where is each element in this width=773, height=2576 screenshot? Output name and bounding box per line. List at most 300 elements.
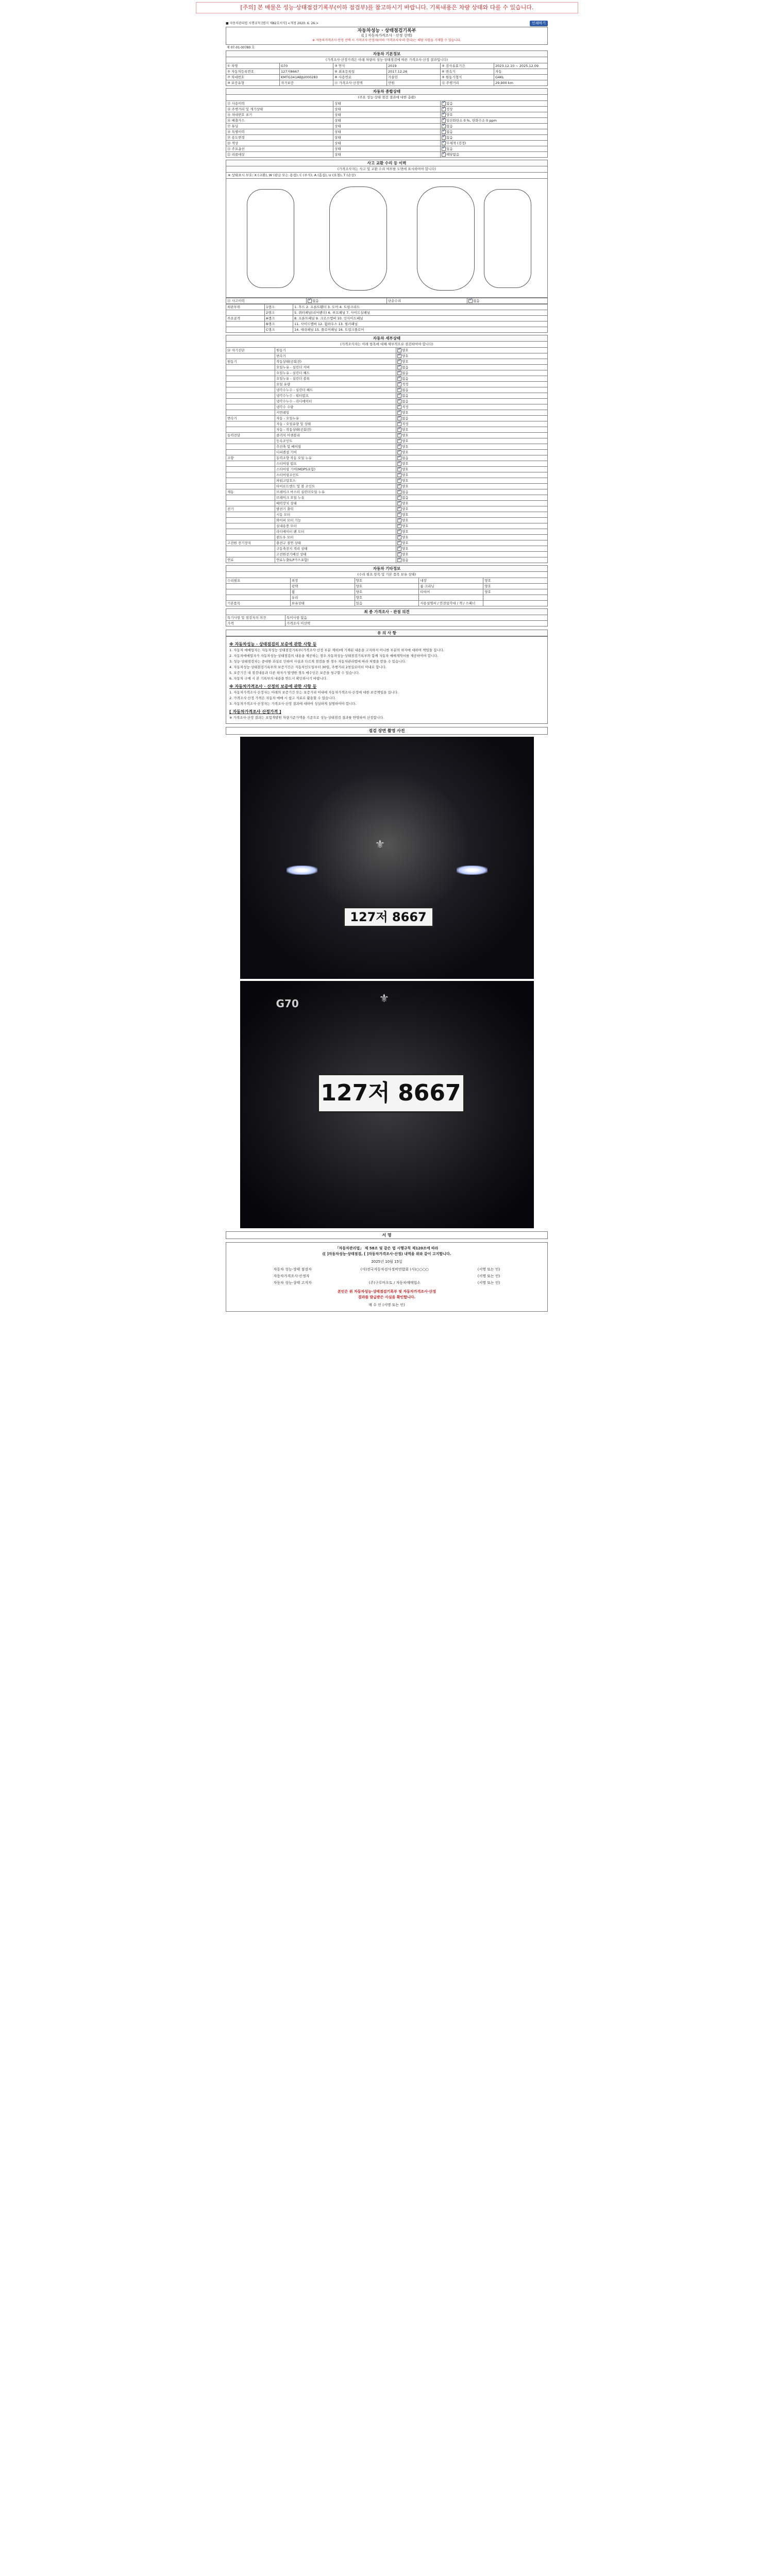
main-subtitle: ([ ] 자동차가격조사 · 산정 선택) — [361, 33, 412, 38]
status-value: 없음 — [402, 370, 409, 375]
table-cell: 브레이크 오일 누유 — [275, 495, 396, 501]
checkbox-checked — [442, 101, 446, 106]
table-cell: 자가보증 — [280, 80, 333, 86]
table-row — [226, 365, 548, 370]
table-cell: 14. 대쉬패널 15. 플로어패널 16. 트렁크플로어 — [293, 327, 548, 333]
table-cell: 2023.12.10 ~ 2025.12.09 — [494, 63, 548, 69]
table-row — [226, 118, 548, 124]
checkbox-checked — [397, 467, 401, 471]
table-cell — [226, 353, 275, 359]
table-cell: 배력장치 상태 — [275, 501, 396, 506]
table-cell: 자동 - 작동상태(공회전) — [275, 427, 396, 433]
license-plate: 127저 8667 — [317, 1074, 465, 1113]
table-cell: 휠 — [290, 589, 355, 595]
table-cell — [226, 387, 275, 393]
table-cell: 오일누유 - 실린더 커버 — [275, 365, 396, 370]
table-cell — [396, 393, 548, 399]
checkbox-checked — [397, 479, 401, 483]
table-cell — [396, 518, 548, 523]
status-value: 없음 — [402, 455, 409, 460]
signature-row — [274, 1267, 500, 1273]
etc-info-subheading: (수리 필요 항목 및 기본 품목 보유 상태) — [226, 571, 548, 578]
table-cell — [441, 141, 548, 146]
table-row — [226, 404, 548, 410]
table-row — [226, 107, 548, 112]
table-cell: 양호 — [355, 595, 419, 601]
table-cell — [226, 327, 265, 333]
table-cell — [396, 467, 548, 472]
document-number: 제 07-01-00780 호 — [227, 46, 255, 49]
table-cell: 라디에이터 팬 모터 — [275, 529, 396, 535]
table-cell: 만원 — [387, 80, 441, 86]
checkbox-checked — [397, 428, 401, 432]
table-row — [226, 141, 548, 146]
table-row — [226, 589, 548, 595]
table-cell: 파워고압호스 — [275, 478, 396, 484]
table-cell: 타이어 — [419, 589, 483, 595]
table-cell — [396, 535, 548, 540]
status-value: 적정 — [402, 382, 409, 386]
table-cell — [226, 438, 275, 444]
status-value: 없음 — [446, 124, 453, 128]
table-cell: 조향 — [226, 455, 275, 461]
table-cell: 커먼레일 — [275, 410, 396, 416]
table-cell: 상태 — [333, 129, 441, 135]
table-row — [226, 546, 548, 552]
table-row — [226, 535, 548, 540]
checkbox-checked — [397, 507, 401, 511]
notice-paragraph: 5. 보증기간 내 점검내용과 다른 하자가 발생한 경우 매수인은 보증을 청구할 수 있습니다. — [229, 671, 360, 675]
checkbox-checked — [397, 445, 401, 449]
notice-heading-2: ※ 자동차가격조사 · 산정의 보증에 관한 사항 등 — [229, 684, 317, 689]
table-cell: 2017.12.26 — [387, 69, 441, 75]
table-row — [226, 495, 548, 501]
table-cell: ④ 최초등록일 — [333, 69, 387, 75]
checkbox-checked — [397, 547, 401, 551]
table-cell — [226, 365, 275, 370]
table-cell — [226, 370, 275, 376]
table-cell: 클러치 어셈블리 — [275, 433, 396, 438]
table-cell — [396, 410, 548, 416]
table-cell: ⑰ 튜닝 — [226, 124, 333, 129]
checkbox-checked — [397, 496, 401, 500]
status-value: 양호 — [402, 410, 409, 415]
table-cell — [396, 489, 548, 495]
table-row — [226, 146, 548, 152]
checkbox-checked — [397, 377, 401, 381]
table-cell: ⑭ 주행거리 및 계기상태 — [226, 107, 333, 112]
detail-subheading: (가격조사자는 아래 항목에 대해 세부적으로 점검하여야 합니다) — [226, 341, 548, 347]
table-cell: 1. 후드 2. 프론트휀더 3. 도어 4. 트렁크리드 — [293, 304, 548, 310]
table-cell — [441, 135, 548, 141]
table-cell — [226, 535, 275, 540]
table-row — [226, 304, 548, 310]
table-cell: 외판부위 — [226, 304, 265, 310]
status-value: 없음 — [402, 557, 409, 562]
table-cell — [396, 557, 548, 563]
checkbox-checked — [442, 141, 446, 145]
table-row — [226, 529, 548, 535]
status-value: 양호 — [402, 433, 409, 437]
table-row — [226, 75, 548, 80]
table-row — [226, 298, 548, 304]
table-cell: 유리 — [290, 595, 355, 601]
status-value: 양호 — [402, 506, 409, 511]
main-title-box — [226, 27, 548, 45]
table-cell — [226, 495, 275, 501]
table-cell: 자동 — [494, 69, 548, 75]
status-value: 해당없음 — [446, 152, 460, 157]
status-value: 양호 — [402, 529, 409, 534]
status-value: 양호 — [402, 444, 409, 449]
checkbox-checked — [397, 484, 401, 488]
table-cell — [226, 467, 275, 472]
car-top-rear-diagram — [417, 187, 475, 291]
table-cell — [441, 118, 548, 124]
car-top-front-diagram — [329, 187, 387, 291]
title-note: ※ 자동차가격조사·산정 선택 시 가격조사·산정자(이하 '가격조사자'라 한다)는 해당 사항을 기재할 수 있습니다. — [312, 39, 461, 42]
table-cell: 스티어링조인트 — [275, 472, 396, 478]
checkbox-checked — [397, 439, 401, 443]
table-cell: 스티어링 기어(MDPS포함) — [275, 467, 396, 472]
table-cell: 오일누유 - 실린더 블록 — [275, 376, 396, 382]
checkbox-checked — [397, 416, 401, 420]
table-cell — [226, 404, 275, 410]
table-cell — [483, 601, 548, 606]
table-cell: 변속기 — [275, 353, 396, 359]
brand-logo-icon: ⚜ — [375, 838, 385, 851]
checkbox-checked — [397, 541, 401, 545]
accident-subheading: (가격조사자는 사고 및 교환 수리 여부를 도면에 표시하여야 합니다) — [226, 166, 548, 172]
table-cell — [396, 501, 548, 506]
notice-paragraph: 4. 자동차성능·상태점검기록부의 보증기간은 자동차인도일부터 30일, 주행거리 2천킬로미터 이내로 합니다. — [229, 665, 387, 669]
signature-line: 「자동차관리법」 제 58조 및 같은 법 시행규칙 제120조에 따라 — [335, 1246, 439, 1250]
table-cell: 가솔린 — [387, 75, 441, 80]
status-value: 양호 — [402, 467, 409, 471]
table-cell: 2019 — [387, 63, 441, 69]
table-cell — [396, 472, 548, 478]
table-cell: 변속기 — [226, 416, 275, 421]
headlight-right — [457, 866, 488, 875]
status-value: 양호 — [402, 438, 409, 443]
damage-legend: ※ 상태표시 부호: X (교환), W (판금 또는 용접), C (부식), A (흠집), U (요철), T (손상) — [226, 172, 548, 178]
status-value: 없음 — [402, 399, 409, 403]
table-row — [226, 416, 548, 421]
table-cell: 스티어링 펌프 — [275, 461, 396, 467]
repair-value: 없음 — [473, 298, 480, 303]
print-button[interactable]: 인쇄하기 — [530, 21, 548, 26]
table-cell: 상태 — [333, 152, 441, 158]
notice-box — [226, 636, 548, 724]
table-cell: 주요골격 — [226, 316, 265, 321]
table-row — [226, 69, 548, 75]
table-cell — [396, 438, 548, 444]
notice-paragraph: 6. 자동차 구매 시 본 기록부의 내용을 반드시 확인하시기 바랍니다. — [229, 676, 328, 681]
notice-paragraph: 1. 자동차가격조사·산정자는 아래의 보증기간 또는 보증거리 이내에 자동차가격조사·산정에 대한 보증책임을 집니다. — [229, 690, 399, 694]
table-cell: 냉각수누수 - 라디에이터 — [275, 399, 396, 404]
table-cell: 연료누출(LP가스포함) — [275, 557, 396, 563]
checkbox-checked — [397, 535, 401, 539]
table-cell — [226, 321, 265, 327]
status-value: 양호 — [402, 472, 409, 477]
table-cell — [419, 595, 483, 601]
table-cell: 충전구 절연 상태 — [275, 540, 396, 546]
table-row — [226, 393, 548, 399]
table-cell — [396, 523, 548, 529]
status-heading: 자동차 종합상태 — [226, 88, 548, 94]
table-cell: 룸 크리닝 — [419, 584, 483, 589]
table-cell — [226, 595, 291, 601]
table-cell: 29,900 km — [494, 80, 548, 86]
inspection-record-document — [226, 20, 548, 1730]
signature-row — [274, 1280, 500, 1286]
table-cell — [441, 101, 548, 107]
document-header-row — [226, 20, 548, 27]
car-side-left-diagram — [247, 189, 294, 288]
status-value: 양호 — [402, 348, 409, 352]
license-plate: 127저 8667 — [343, 907, 434, 927]
signer-role: 자동차 성능·상태 고지자 — [273, 1281, 312, 1285]
checkbox-checked — [442, 147, 446, 151]
table-cell — [396, 399, 548, 404]
table-cell — [396, 495, 548, 501]
status-value: 양호 — [402, 427, 409, 432]
table-cell: 양호 — [355, 578, 419, 584]
warning-banner: [주의] 본 매물은 성능·상태점검기록부(이하 점검부)를 참고하시기 바랍니다. 기록내용은 차량 상태와 다를 수 있습니다. — [196, 2, 578, 13]
table-row — [226, 353, 548, 359]
status-value: 무채색 (검정) — [446, 141, 466, 145]
form-reference: ■ 자동차관리법 시행규칙 [별지 제82호서식] <개정 2020. 6. 26.> — [226, 21, 319, 25]
basic-info-table — [226, 63, 548, 86]
table-cell: ⑲ 용도변경 — [226, 135, 333, 141]
table-cell: 양호 — [483, 589, 548, 595]
checkbox-checked — [397, 360, 401, 364]
table-row — [226, 399, 548, 404]
checkbox-checked — [397, 473, 401, 477]
table-cell: ⑪ 가격조사·산정액 — [333, 80, 387, 86]
table-row — [226, 382, 548, 387]
table-row — [226, 478, 548, 484]
table-cell: 특이사항 없음 — [285, 615, 548, 621]
table-cell: 와이퍼 모터 기능 — [275, 518, 396, 523]
basic-info-subheading: (가격조사·산정가격은 아래 차량의 성능·상태점검에 따른 가격조사·산정 결과입니다) — [226, 57, 548, 63]
table-cell: 윈도우 모터 — [275, 535, 396, 540]
table-row — [226, 523, 548, 529]
table-row — [226, 601, 548, 606]
table-cell: B랭크 — [265, 321, 293, 327]
checkbox-checked — [397, 450, 401, 454]
table-cell: 상태 — [333, 146, 441, 152]
table-row — [226, 540, 548, 546]
table-cell: G4KL — [494, 75, 548, 80]
table-cell — [226, 589, 291, 595]
table-cell — [396, 512, 548, 518]
table-row — [226, 615, 548, 621]
checkbox-checked — [397, 388, 401, 392]
table-cell — [396, 455, 548, 461]
signer-name: (사)전국자동차검사정비연합회 (사)○○○○ — [360, 1267, 429, 1272]
table-cell — [396, 433, 548, 438]
table-cell — [396, 359, 548, 365]
notice-paragraph: 3. 자동차가격조사·산정자는 가격조사·산정 결과에 대하여 성실하게 설명하여야 합니다. — [229, 702, 357, 706]
table-cell: 전기 — [226, 506, 275, 512]
table-cell: 오일누유 - 실린더 헤드 — [275, 370, 396, 376]
table-cell: 작동상태(공회전) — [275, 359, 396, 365]
checkbox-checked — [442, 130, 446, 134]
table-cell — [396, 404, 548, 410]
status-value: 없음 — [402, 365, 409, 369]
table-cell: 원동기 — [275, 348, 396, 353]
checkbox-checked — [397, 382, 401, 386]
table-cell — [396, 427, 548, 433]
table-cell — [226, 450, 275, 455]
main-title: 자동차성능 · 상태점검기록부 — [357, 28, 416, 33]
table-cell — [441, 124, 548, 129]
table-cell — [226, 472, 275, 478]
table-cell: 가격 — [226, 621, 285, 626]
table-cell: 양호 — [483, 578, 548, 584]
brand-logo-icon: ⚜ — [379, 992, 390, 1005]
signer-sign: (서명 또는 인) — [477, 1274, 500, 1278]
checkbox-checked — [397, 462, 401, 466]
table-row — [226, 129, 548, 135]
table-cell: 원동기 — [226, 359, 275, 365]
checkbox-checked — [397, 433, 401, 437]
checkbox-checked — [397, 399, 401, 403]
status-value: 양호 — [446, 112, 453, 117]
table-cell: 내장 — [419, 578, 483, 584]
accident-summary-table — [226, 298, 548, 304]
status-value: 없음 — [446, 135, 453, 140]
table-cell: 외장 — [290, 578, 355, 584]
table-cell — [226, 382, 275, 387]
checkbox-checked — [308, 299, 312, 303]
table-cell: KMTG341ABJU000283 — [280, 75, 333, 80]
table-row — [226, 101, 548, 107]
checkbox-checked — [397, 501, 401, 505]
signature-line: 결과를 발급받은 사실을 확인합니다. — [358, 1295, 416, 1299]
table-cell: ⑥ 변속기 — [441, 69, 494, 75]
checkbox-checked — [397, 552, 401, 556]
status-value: 양호 — [402, 501, 409, 505]
table-cell: 냉각수누수 - 실린더 헤드 — [275, 387, 396, 393]
checkbox-checked — [397, 371, 401, 375]
status-table — [226, 100, 548, 158]
status-value: 양호 — [402, 484, 409, 488]
table-cell: 단순수리 — [387, 298, 467, 304]
table-row — [226, 552, 548, 557]
checkbox-checked — [397, 490, 401, 494]
table-cell — [441, 146, 548, 152]
table-cell: 등속조인트 — [275, 438, 396, 444]
table-cell — [396, 546, 548, 552]
table-row — [226, 438, 548, 444]
table-cell — [226, 376, 275, 382]
signer-role: 자동차가격조사·산정자 — [273, 1274, 310, 1278]
car-rear-photo — [240, 981, 534, 1228]
table-cell — [226, 410, 275, 416]
table-cell: 가격조사 미선택 — [285, 621, 548, 626]
table-cell: ⑯ 배출가스 — [226, 118, 333, 124]
table-cell: ㉒ 리콜대상 — [226, 152, 333, 158]
status-subheading: (주요 성능·상태 점검 결과에 대한 총괄) — [226, 94, 548, 100]
table-row — [226, 376, 548, 382]
table-cell: 동력조향 작동 오일 누유 — [275, 455, 396, 461]
table-row — [226, 410, 548, 416]
checkbox-checked — [397, 411, 401, 415]
table-row — [226, 359, 548, 365]
table-cell: 2랭크 — [265, 310, 293, 316]
table-cell: ⑱ 특별이력 — [226, 129, 333, 135]
table-cell — [441, 112, 548, 118]
table-cell: 상태 — [333, 124, 441, 129]
vehicle-diagram — [226, 178, 548, 298]
table-cell: 있음 — [355, 601, 419, 606]
table-cell — [396, 529, 548, 535]
table-cell: ⑦ 차대번호 — [226, 75, 280, 80]
status-value: 적정 — [402, 421, 409, 426]
table-cell: 특기사항 및 점검자의 의견 — [226, 615, 285, 621]
table-cell — [467, 298, 548, 304]
signature-box — [226, 1242, 548, 1312]
table-cell: 8. 프론트패널 9. 크로스멤버 10. 인사이드패널 — [293, 316, 548, 321]
table-cell: 광택 — [290, 584, 355, 589]
checkbox-checked — [442, 152, 446, 157]
table-cell — [226, 310, 265, 316]
table-cell: ⑫ 주행거리 — [441, 80, 494, 86]
status-value: 양호 — [402, 359, 409, 364]
signature-line: ([ ]자동차성능·상태점검, [ ]자동차가격조사·산정) 내역을 위와 같이 고지합니다. — [322, 1252, 451, 1256]
table-cell — [396, 370, 548, 376]
signer-sign: (서명 또는 인) — [477, 1267, 500, 1272]
status-value: 일산화탄소 0 %, 탄화수소 0 ppm — [446, 118, 497, 123]
table-row — [226, 310, 548, 316]
table-cell — [441, 107, 548, 112]
signer-sign: (서명 또는 인) — [477, 1281, 500, 1285]
table-cell: 보유상태 — [290, 601, 355, 606]
signature-line: 본인은 위 자동차성능·상태점검기록부 및 자동차가격조사·산정 — [338, 1290, 436, 1294]
table-cell: 오일 유량 — [275, 382, 396, 387]
photos-heading: 점검 장면 촬영 사진 — [226, 727, 548, 735]
table-cell: ③ 연식 — [333, 63, 387, 69]
headlight-left — [287, 866, 317, 875]
table-cell — [396, 478, 548, 484]
car-side-right-diagram — [484, 189, 531, 288]
table-cell: 구동축전지 격리 상태 — [275, 546, 396, 552]
status-value: 없음 — [402, 489, 409, 494]
status-value: 정상 — [446, 107, 453, 111]
table-cell — [226, 484, 275, 489]
table-row — [226, 461, 548, 467]
table-cell: 실내송풍 모터 — [275, 523, 396, 529]
detail-heading: 자동차 세부상태 — [226, 335, 548, 341]
table-cell: 상태 — [333, 118, 441, 124]
table-cell — [396, 450, 548, 455]
checkbox-checked — [397, 394, 401, 398]
table-cell: ㉔ 자기진단 — [226, 348, 275, 353]
status-value: 양호 — [402, 478, 409, 483]
table-cell: 추진축 및 베어링 — [275, 444, 396, 450]
checkbox-checked — [442, 124, 446, 128]
table-cell — [226, 427, 275, 433]
table-cell — [226, 518, 275, 523]
table-cell — [226, 584, 291, 589]
table-cell: 동력전달 — [226, 433, 275, 438]
table-row — [226, 455, 548, 461]
table-cell: 연료 — [226, 557, 275, 563]
table-cell: 냉각수누수 - 워터펌프 — [275, 393, 396, 399]
table-cell: ⑩ 보증유형 — [226, 80, 280, 86]
